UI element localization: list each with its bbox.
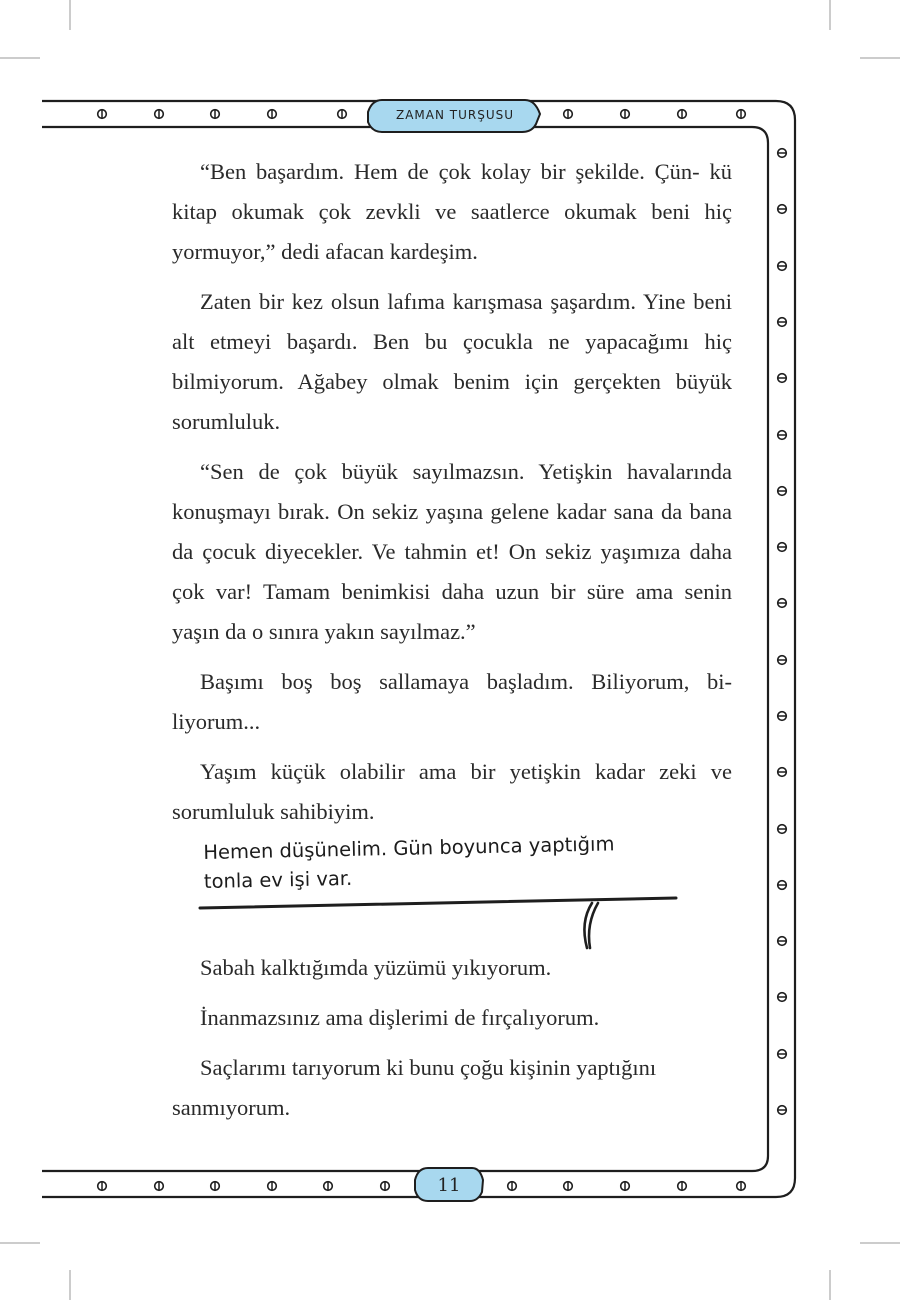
circle-line-icon xyxy=(778,487,787,496)
circle-line-icon xyxy=(778,374,787,383)
story-text-top xyxy=(172,152,732,842)
text-line: sorumluluk sahibiyim. xyxy=(172,799,375,824)
circle-line-icon xyxy=(268,110,277,119)
text-line: “Ben başardım. Hem de çok kolay bir şekilde. Çün- xyxy=(200,159,700,184)
book-title: ZAMAN TURŞUSU xyxy=(395,108,515,122)
circle-line-icon xyxy=(678,1182,687,1191)
text-line: konuşmayı bırak. On sekiz yaşına gelene kadar sana xyxy=(172,499,654,524)
circle-line-icon xyxy=(778,262,787,271)
text-line: Başımı boş boş sallamaya başladım. Biliyorum, bi- xyxy=(200,669,732,694)
speech-bubble-text xyxy=(203,828,684,896)
speech-bubble-line xyxy=(200,898,676,908)
paragraph xyxy=(172,662,732,742)
circle-line-icon xyxy=(737,1182,746,1191)
text-line: İnanmazsınız ama dişlerimi de fırçalıyorum. xyxy=(200,1005,600,1030)
circle-line-icon xyxy=(155,110,164,119)
circle-line-icon xyxy=(778,881,787,890)
paragraph xyxy=(172,452,732,652)
paragraph xyxy=(172,998,732,1038)
circle-line-icon xyxy=(778,993,787,1002)
circle-line-icon xyxy=(381,1182,390,1191)
text-line: beni alt etmeyi başardı. Ben bu çocukla ne yapacağımı xyxy=(172,289,732,354)
paragraph xyxy=(172,1048,732,1128)
text-line: kü kitap okumak çok zevkli ve saatlerce okumak beni xyxy=(172,159,732,224)
text-line: büyük sorumluluk. xyxy=(172,369,733,434)
bubble-line: tonla ev işi var. xyxy=(203,866,353,893)
text-line: sanmıyorum. xyxy=(172,1095,291,1120)
circle-line-icon xyxy=(778,1050,787,1059)
story-text-bottom xyxy=(172,948,732,1138)
circle-line-icon xyxy=(211,110,220,119)
text-line: liyorum... xyxy=(172,709,261,734)
circle-line-icon xyxy=(778,599,787,608)
paragraph xyxy=(172,282,732,442)
circle-line-icon xyxy=(621,110,630,119)
circle-line-icon xyxy=(678,110,687,119)
text-line: yaşımıza daha çok var! Tamam benimkisi daha uzun xyxy=(172,539,732,604)
circle-line-icon xyxy=(778,768,787,777)
circle-line-icon xyxy=(778,712,787,721)
circle-line-icon xyxy=(155,1182,164,1191)
text-line: Saçlarımı tarıyorum ki bunu çoğu kişinin yaptığını xyxy=(200,1055,657,1080)
paragraph xyxy=(172,752,732,832)
bubble-line: Hemen düşünelim. Gün boyunca yaptığım xyxy=(203,832,615,864)
paragraph xyxy=(172,152,732,272)
circle-line-icon xyxy=(564,1182,573,1191)
paragraph xyxy=(172,948,732,988)
circle-line-icon xyxy=(98,110,107,119)
text-line: Zaten bir kez olsun lafıma karışmasa şaşardım. Yine xyxy=(200,289,686,314)
circle-line-icon xyxy=(324,1182,333,1191)
circle-line-icon xyxy=(778,1106,787,1115)
circle-line-icon xyxy=(564,110,573,119)
circle-line-icon xyxy=(508,1182,517,1191)
circle-line-icon xyxy=(338,110,347,119)
circle-line-icon xyxy=(621,1182,630,1191)
circle-line-icon xyxy=(778,937,787,946)
circle-line-icon xyxy=(778,205,787,214)
text-line: bir süre ama senin yaşın da o sınıra yakın sayılmaz.” xyxy=(172,579,733,644)
text-line: da bana da çocuk diyecekler. Ve tahmin et! On sekiz xyxy=(172,499,732,564)
circle-line-icon xyxy=(98,1182,107,1191)
circle-line-icon xyxy=(737,110,746,119)
text-line: Sabah kalktığımda yüzümü yıkıyorum. xyxy=(200,955,552,980)
page-number: 11 xyxy=(437,1174,461,1196)
text-line: “Sen de çok büyük sayılmazsın. Yetişkin havalarında xyxy=(200,459,732,484)
text-line: hiç bilmiyorum. Ağabey olmak benim için gerçekten xyxy=(172,329,732,394)
circle-line-icon xyxy=(778,318,787,327)
circle-line-icon xyxy=(778,543,787,552)
circle-line-icon xyxy=(211,1182,220,1191)
speech-bubble-tail xyxy=(584,903,598,948)
circle-line-icon xyxy=(778,431,787,440)
circle-line-icon xyxy=(778,825,787,834)
text-line: hiç yormuyor,” dedi afacan kardeşim. xyxy=(172,199,733,264)
text-line: Yaşım küçük olabilir ama bir yetişkin kadar zeki ve xyxy=(200,759,732,784)
circle-line-icon xyxy=(778,149,787,158)
circle-line-icon xyxy=(778,656,787,665)
circle-line-icon xyxy=(268,1182,277,1191)
